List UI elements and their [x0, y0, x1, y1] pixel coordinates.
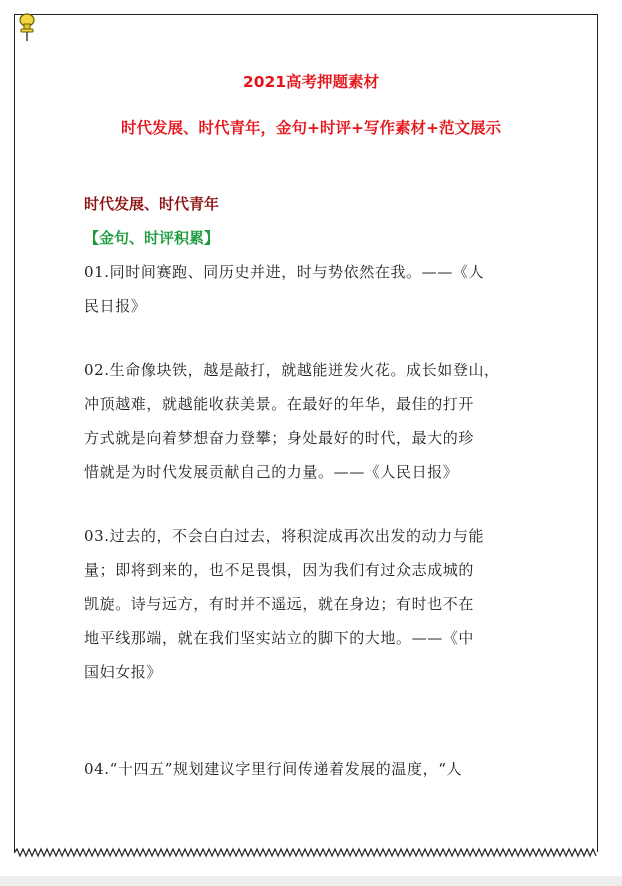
page-bottom-zigzag-border [14, 846, 598, 860]
paragraph-line: 国妇女报》 [84, 663, 163, 681]
section-heading: 时代发展、时代青年 [84, 195, 220, 213]
quote-paragraph-01 [84, 255, 530, 323]
document-title: 2021高考押题素材 [242, 73, 380, 91]
quote-paragraph-04 [84, 752, 530, 786]
pushpin-icon [14, 12, 40, 42]
paragraph-line: 01.同时间赛跑、同历史并进，时与势依然在我。——《人 [84, 263, 485, 281]
paragraph-line: 惜就是为时代发展贡献自己的力量。——《人民日报》 [84, 463, 459, 481]
paragraph-line: 04.“十四五”规划建议字里行间传递着发展的温度，“人 [84, 760, 463, 778]
quote-paragraph-02 [84, 353, 530, 489]
paragraph-line: 冲顶越难，就越能收获美景。在最好的年华，最佳的打开 [84, 395, 475, 413]
sub-heading: 【金句、时评积累】 [84, 229, 220, 247]
document-subtitle: 时代发展、时代青年，金句+时评+写作素材+范文展示 [121, 119, 501, 137]
paragraph-line: 量；即将到来的，也不足畏惧，因为我们有过众志成城的 [84, 561, 475, 579]
quote-paragraph-03 [84, 519, 530, 689]
paragraph-line: 03.过去的，不会白白过去，将积淀成再次出发的动力与能 [84, 527, 485, 545]
paragraph-line: 民日报》 [84, 297, 147, 315]
paragraph-line: 方式就是向着梦想奋力登攀；身处最好的时代，最大的珍 [84, 429, 475, 447]
page-gap-strip [0, 876, 622, 886]
paragraph-line: 地平线那端，就在我们坚实站立的脚下的大地。——《中 [84, 629, 475, 647]
paragraph-line: 02.生命像块铁，越是敲打，就越能迸发火花。成长如登山， [84, 361, 500, 379]
paragraph-line: 凯旋。诗与远方，有时并不遥远，就在身边；有时也不在 [84, 595, 475, 613]
